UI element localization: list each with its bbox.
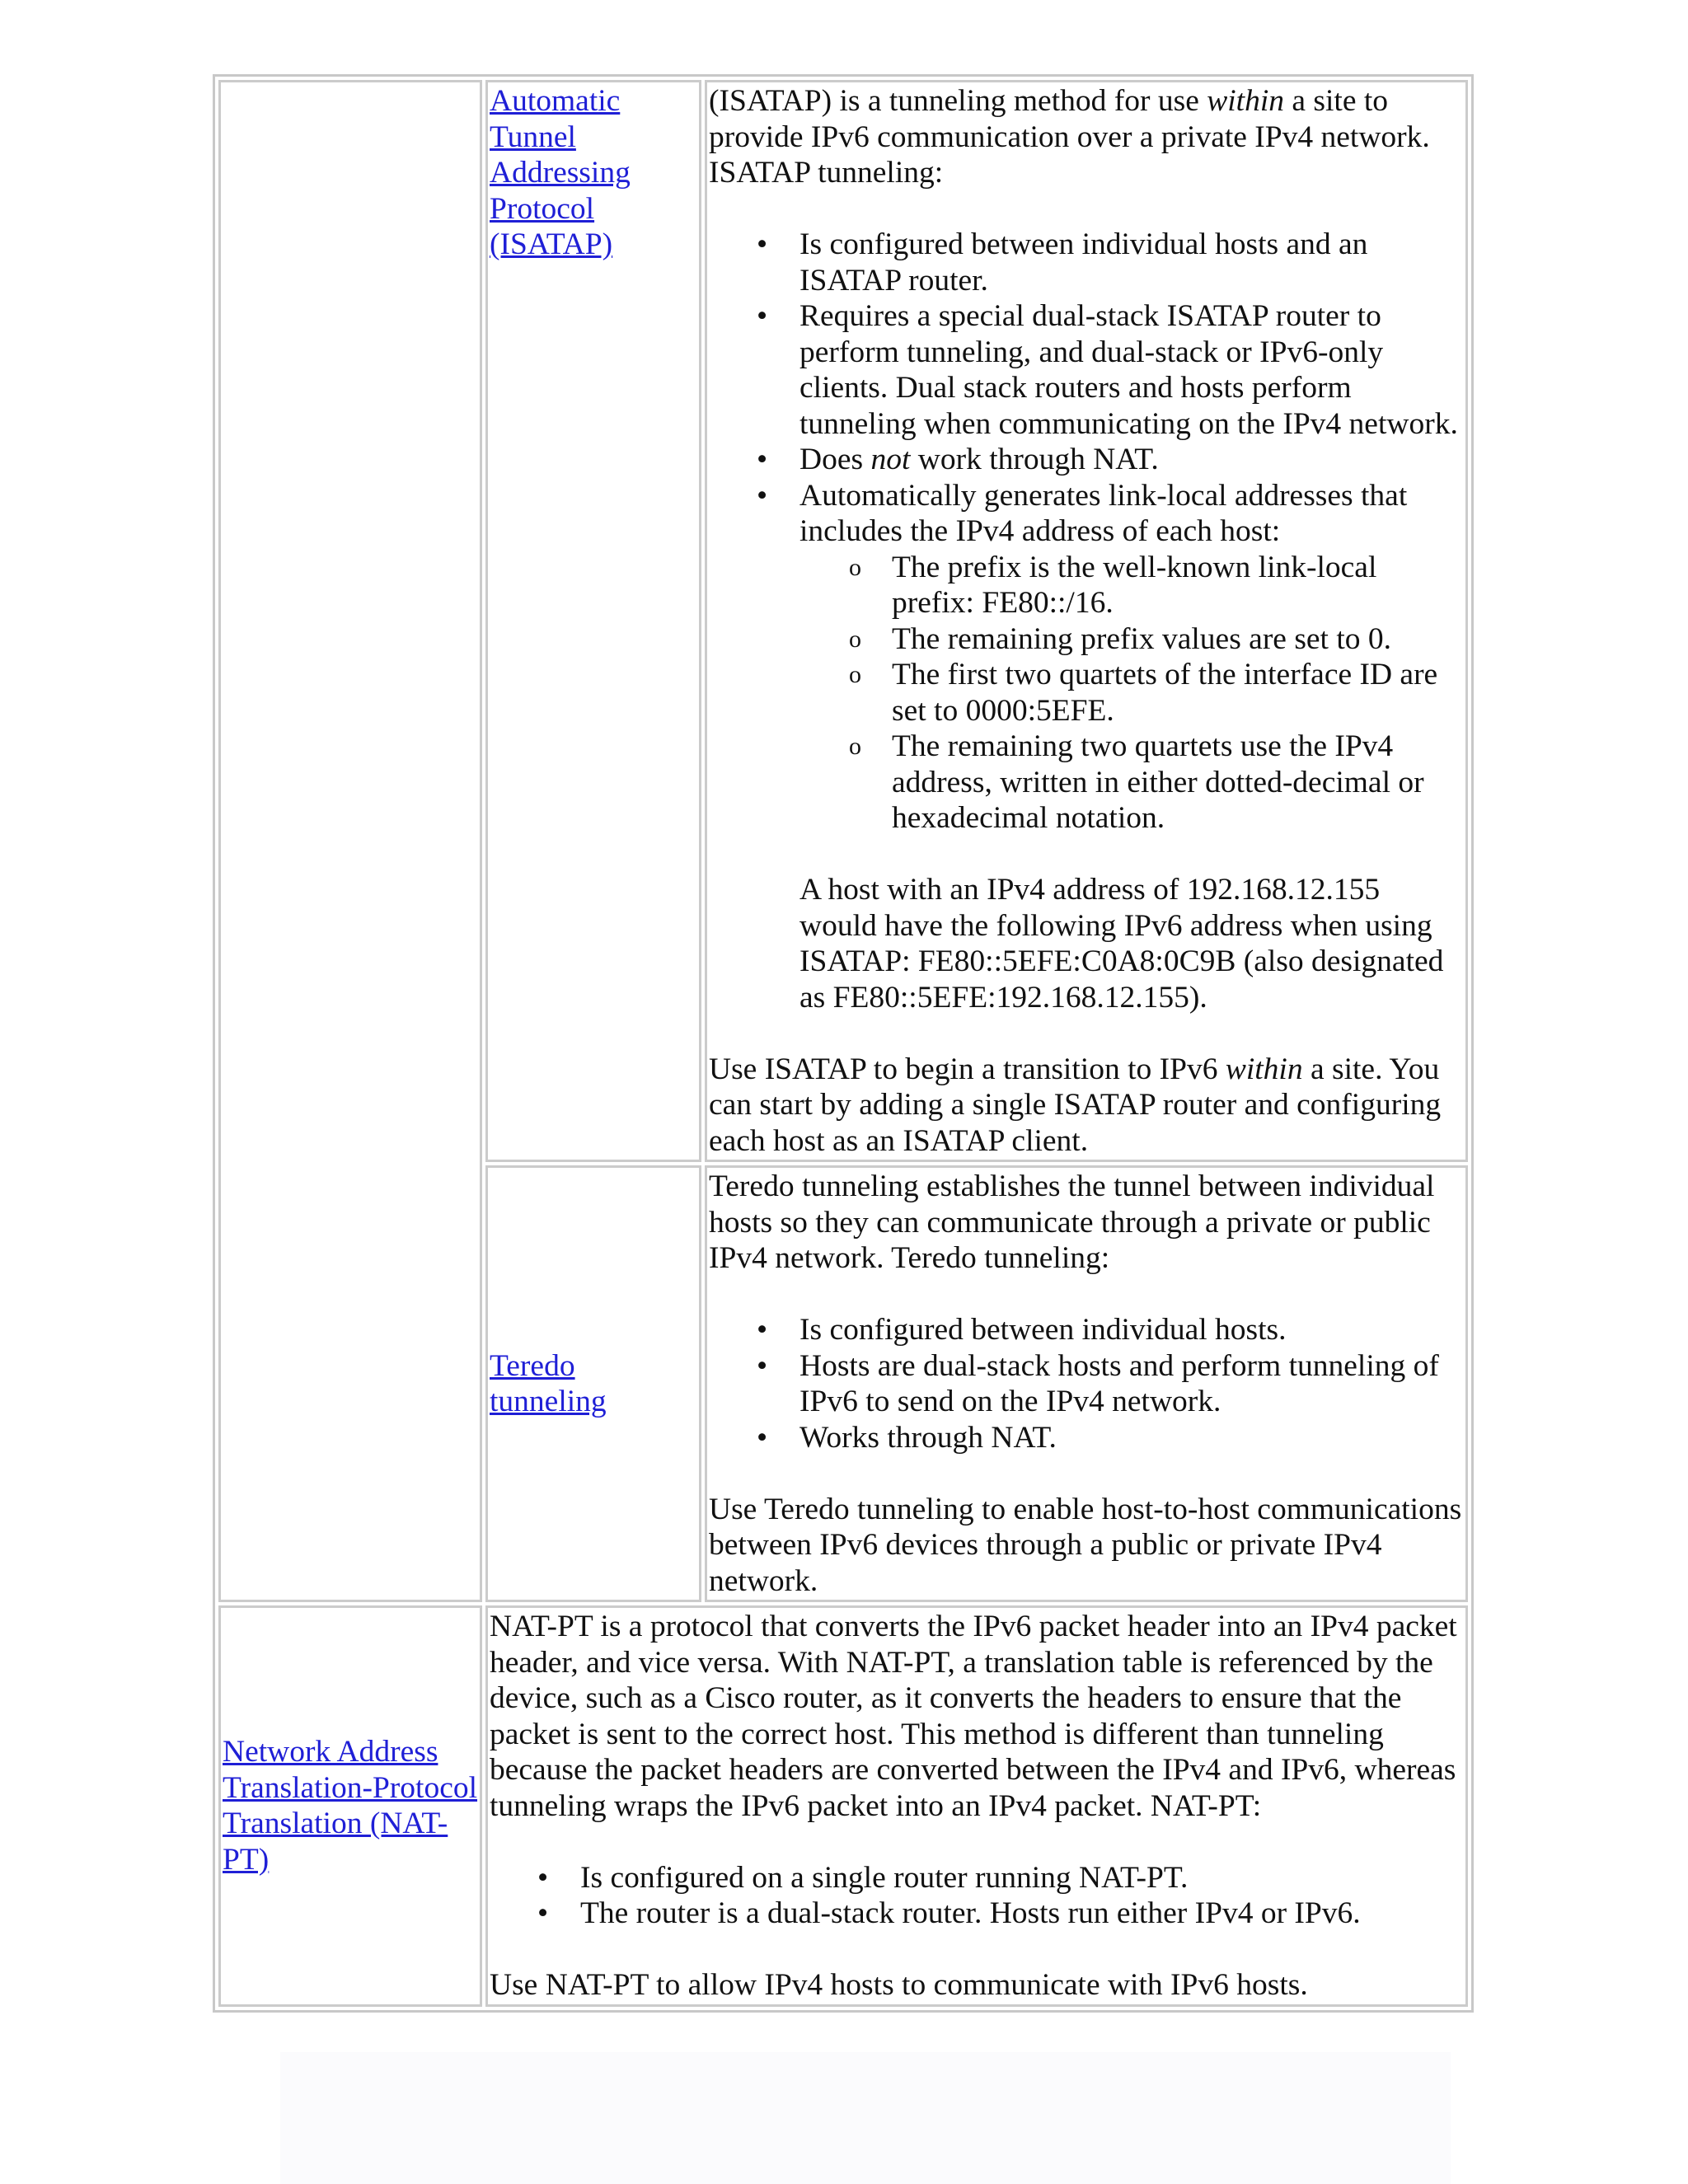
text-span: work through NAT. — [910, 443, 1159, 476]
bullet-icon: • — [757, 1420, 768, 1455]
isatap-intro — [709, 83, 1464, 191]
bullet-icon: • — [537, 1896, 549, 1930]
teredo-name-cell — [485, 1165, 701, 1602]
table-row — [485, 80, 1468, 1162]
emphasis: within — [1207, 84, 1284, 118]
list-item — [849, 657, 1464, 729]
list-item-text: The router is a dual-stack router. Hosts run either IPv4 or IPv6. — [580, 1896, 1361, 1930]
teredo-usage: Use Teredo tunneling to enable host-to-host communications between IPv6 devices through a public or private IPv4 network. — [709, 1492, 1462, 1598]
list-item-text: The prefix is the well-known link-local prefix: FE80::/16. — [892, 550, 1377, 620]
natpt-usage: Use NAT-PT to allow IPv4 hosts to communicate with IPv6 hosts. — [490, 1968, 1308, 2002]
bullet-icon: • — [757, 478, 768, 513]
isatap-bullet-list — [709, 227, 1464, 837]
natpt-link[interactable]: Network Address Translation-Protocol Translation (NAT-PT) — [223, 1735, 478, 1877]
circle-bullet-icon: o — [849, 625, 861, 653]
list-item — [757, 478, 1464, 837]
list-item-text: The remaining prefix values are set to 0. — [892, 621, 1392, 656]
list-item-text: Is configured between individual hosts. — [799, 1313, 1287, 1347]
natpt-bullet-list — [490, 1860, 1464, 1932]
page-footer-area — [280, 2052, 1451, 2184]
circle-bullet-icon: o — [849, 733, 861, 760]
list-item — [537, 1896, 1464, 1932]
list-item — [757, 1348, 1464, 1420]
list-item — [757, 227, 1464, 298]
transition-methods-table — [213, 74, 1474, 2013]
list-item-text: Hosts are dual-stack hosts and perform tunneling of IPv6 to send on the IPv4 network. — [799, 1348, 1439, 1418]
list-item-text: Works through NAT. — [799, 1420, 1057, 1455]
isatap-link[interactable]: Automatic Tunnel Addressing Protocol (ISATAP) — [490, 84, 631, 261]
bullet-icon: • — [757, 1313, 768, 1347]
text-span: a site to provide IPv6 communication over a private IPv4 network. ISATAP tunneling: — [709, 84, 1430, 190]
isatap-usage — [709, 1052, 1464, 1160]
teredo-bullet-list — [709, 1312, 1464, 1455]
list-item — [849, 729, 1464, 837]
text-span: (ISATAP) is a tunneling method for use — [709, 84, 1207, 118]
natpt-intro: NAT-PT is a protocol that converts the IPv6 packet header into an IPv4 packet header, and vice versa. With NAT-PT, a translation table is referenced by the device, such as a Cisco router, as it converts the headers to ensure that the packet is sent to the correct host. This method is different than tunneling because the packet headers are converted between the IPv4 and IPv6, whereas tunneling wraps the IPv6 packet into an IPv4 packet. NAT-PT: — [490, 1610, 1457, 1823]
tunneling-subtable — [482, 77, 1471, 1605]
text-span: a site. You can start by adding a single ISATAP router and configuring each host as an ISATAP client. — [709, 1052, 1442, 1158]
teredo-intro: Teredo tunneling establishes the tunnel between individual hosts so they can communicate through a private or public IPv4 network. Teredo tunneling: — [709, 1169, 1435, 1275]
list-item — [849, 550, 1464, 621]
category-cell-empty — [218, 80, 482, 1602]
list-item — [537, 1860, 1464, 1896]
emphasis: within — [1225, 1052, 1303, 1086]
bullet-icon: • — [757, 443, 768, 476]
list-item — [757, 298, 1464, 442]
isatap-description-cell — [705, 80, 1468, 1162]
bullet-icon: • — [537, 1860, 549, 1895]
isatap-sub-list — [799, 550, 1464, 837]
bullet-icon: • — [757, 1348, 768, 1383]
list-item — [757, 1312, 1464, 1348]
table-row — [218, 1605, 1468, 2007]
bullet-icon: • — [757, 299, 768, 333]
teredo-link[interactable]: Teredo tunneling — [490, 1348, 607, 1418]
list-item-text: Is configured between individual hosts and an ISATAP router. — [799, 227, 1368, 298]
natpt-description-cell — [485, 1605, 1468, 2007]
list-item-text: The first two quartets of the interface ID are set to 0000:5EFE. — [892, 658, 1438, 728]
table-row — [218, 80, 1468, 1602]
isatap-name-cell — [485, 80, 701, 1162]
list-item-text: Automatically generates link-local addresses that includes the IPv4 address of each host: — [799, 478, 1408, 548]
isatap-example: A host with an IPv4 address of 192.168.12.155 would have the following IPv6 address when using ISATAP: FE80::5EFE:C0A8:0C9B (also designated as FE80::5EFE:192.168.12.155). — [799, 873, 1444, 1015]
list-item-text: The remaining two quartets use the IPv4 address, written in either dotted-decimal or hexadecimal notation. — [892, 729, 1424, 835]
list-item — [757, 1420, 1464, 1456]
list-item — [849, 621, 1464, 658]
list-item — [757, 442, 1464, 478]
table-row — [485, 1165, 1468, 1602]
list-item-text: Is configured on a single router running NAT-PT. — [580, 1860, 1189, 1895]
natpt-name-cell — [218, 1605, 482, 2007]
tunneling-subtable-cell — [485, 80, 1468, 1602]
list-item-text: Requires a special dual-stack ISATAP router to perform tunneling, and dual-stack or IPv6-only clients. Dual stack routers and hosts perform tunneling when communicating on the IPv4 network. — [799, 299, 1458, 441]
text-span: Does — [799, 443, 871, 476]
circle-bullet-icon: o — [849, 553, 861, 581]
teredo-description-cell — [705, 1165, 1468, 1602]
circle-bullet-icon: o — [849, 661, 861, 688]
text-span: Use ISATAP to begin a transition to IPv6 — [709, 1052, 1226, 1086]
emphasis: not — [870, 443, 911, 476]
bullet-icon: • — [757, 227, 768, 261]
